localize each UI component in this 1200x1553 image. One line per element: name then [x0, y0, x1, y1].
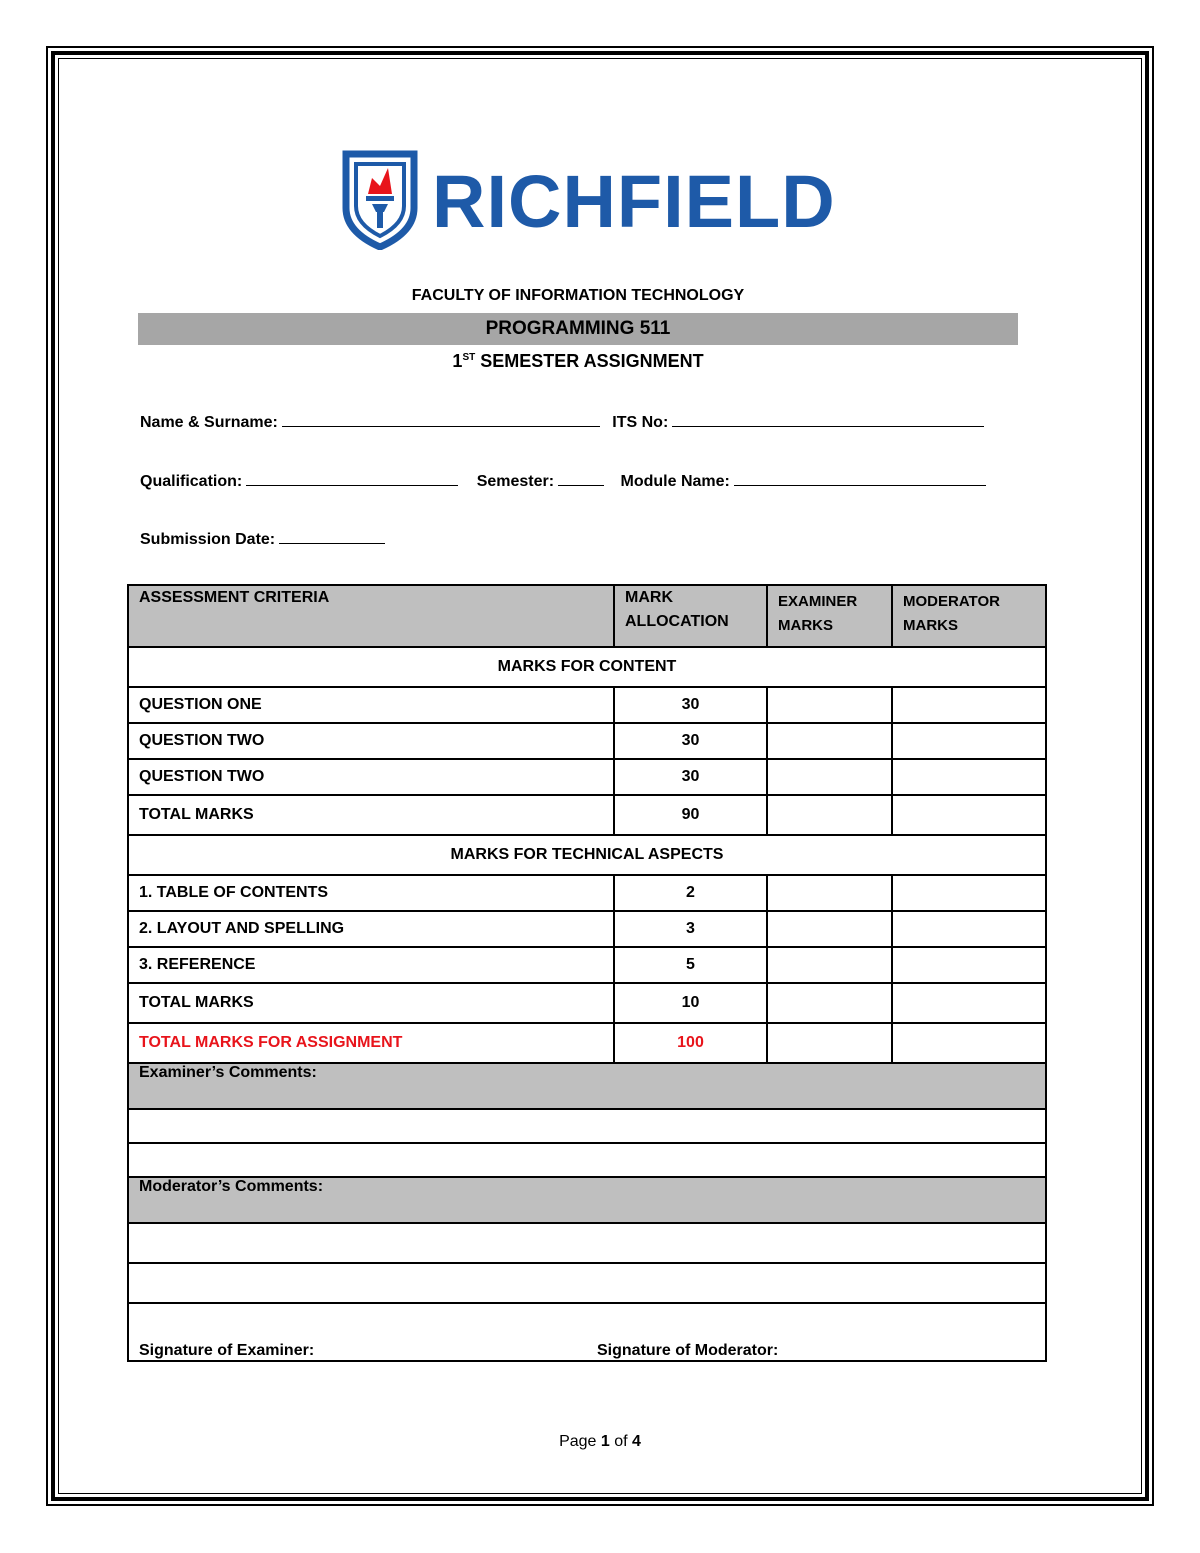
submission-date-label: Submission Date: [140, 531, 276, 548]
table-row [128, 723, 1046, 759]
moderator-mark-cell[interactable] [892, 1023, 1046, 1063]
total-mark-allocation: 10 [614, 983, 767, 1023]
moderator-comments-header [128, 1177, 1046, 1223]
table-row [128, 911, 1046, 947]
moderator-mark-cell[interactable] [892, 795, 1046, 835]
page-current: 1 [600, 1433, 610, 1450]
moderator-comment-line [128, 1263, 1046, 1303]
total-mark-allocation: 90 [614, 795, 767, 835]
criteria-label: QUESTION TWO [128, 759, 614, 795]
mark-allocation: 2 [614, 875, 767, 911]
module-name-label: Module Name: [620, 473, 730, 490]
signature-examiner-label: Signature of Examiner: [139, 1342, 315, 1359]
section-title-technical: MARKS FOR TECHNICAL ASPECTS [128, 835, 1046, 875]
examiner-comments-header [128, 1063, 1046, 1109]
mark-allocation: 30 [614, 687, 767, 723]
signature-cell[interactable] [128, 1303, 1046, 1361]
faculty-title: FACULTY OF INFORMATION TECHNOLOGY [411, 287, 745, 304]
qualification-field[interactable] [246, 484, 458, 486]
module-name-field[interactable] [734, 484, 986, 486]
semester-label: Semester: [476, 473, 555, 490]
section-row-technical [128, 835, 1046, 875]
logo-wordmark: RICHFIELD [432, 160, 836, 243]
criteria-label: 3. REFERENCE [128, 947, 614, 983]
its-no-label: ITS No: [612, 414, 669, 431]
semester-number: 1 [452, 351, 463, 371]
page-number [0, 1433, 1200, 1451]
moderator-comments-label: Moderator’s Comments: [128, 1177, 1046, 1223]
section-title-content: MARKS FOR CONTENT [128, 647, 1046, 687]
moderator-mark-cell[interactable] [892, 687, 1046, 723]
moderator-mark-cell[interactable] [892, 983, 1046, 1023]
name-surname-field[interactable] [282, 425, 600, 427]
examiner-comments-label: Examiner’s Comments: [128, 1063, 1046, 1109]
semester-suffix: ST [462, 352, 476, 363]
table-row [128, 687, 1046, 723]
table-row [128, 759, 1046, 795]
assessment-table [127, 584, 1047, 1362]
signature-moderator-label: Signature of Moderator: [597, 1342, 779, 1359]
page-label: Page [559, 1433, 601, 1450]
criteria-label: 2. LAYOUT AND SPELLING [128, 911, 614, 947]
table-row [128, 947, 1046, 983]
name-surname-label: Name & Surname: [140, 414, 278, 431]
table-header-row [128, 585, 1046, 647]
header-moderator-marks [892, 585, 1046, 647]
assignment-title-text: SEMESTER ASSIGNMENT [475, 351, 704, 371]
total-label: TOTAL MARKS [128, 795, 614, 835]
criteria-label: QUESTION TWO [128, 723, 614, 759]
examiner-mark-cell[interactable] [767, 687, 892, 723]
criteria-label: 1. TABLE OF CONTENTS [128, 875, 614, 911]
moderator-comment-field[interactable] [128, 1223, 1046, 1263]
signature-row [128, 1303, 1046, 1361]
table-row [128, 875, 1046, 911]
examiner-mark-cell[interactable] [767, 983, 892, 1023]
shield-torch-icon [342, 150, 418, 250]
header-moderator-line2: MARKS [903, 617, 958, 634]
mark-allocation: 30 [614, 759, 767, 795]
header-examiner-line2: MARKS [778, 617, 833, 634]
qualification-label: Qualification: [140, 473, 243, 490]
assignment-title [138, 351, 1018, 372]
module-title [138, 313, 1018, 345]
section-row-content [128, 647, 1046, 687]
moderator-mark-cell[interactable] [892, 875, 1046, 911]
moderator-mark-cell[interactable] [892, 759, 1046, 795]
page-total: 4 [632, 1433, 641, 1450]
moderator-mark-cell[interactable] [892, 947, 1046, 983]
field-row-name [140, 414, 984, 432]
moderator-mark-cell[interactable] [892, 911, 1046, 947]
total-row-technical [128, 983, 1046, 1023]
header-mark-allocation [614, 585, 767, 647]
field-row-submission [140, 531, 385, 549]
examiner-comment-line [128, 1143, 1046, 1177]
richfield-logo [342, 150, 836, 254]
assignment-total-marks: 100 [614, 1023, 767, 1063]
header-mark-allocation-line2: ALLOCATION [625, 613, 729, 630]
moderator-comment-field[interactable] [128, 1263, 1046, 1303]
submission-date-field[interactable] [279, 542, 385, 544]
header-mark-allocation-line1: MARK [625, 589, 673, 606]
mark-allocation: 3 [614, 911, 767, 947]
semester-field[interactable] [558, 484, 604, 486]
criteria-label: QUESTION ONE [128, 687, 614, 723]
assignment-total-label: TOTAL MARKS FOR ASSIGNMENT [128, 1023, 614, 1063]
examiner-mark-cell[interactable] [767, 947, 892, 983]
examiner-mark-cell[interactable] [767, 911, 892, 947]
mark-allocation: 5 [614, 947, 767, 983]
examiner-comment-field[interactable] [128, 1143, 1046, 1177]
examiner-mark-cell[interactable] [767, 723, 892, 759]
examiner-comment-line [128, 1109, 1046, 1143]
examiner-mark-cell[interactable] [767, 875, 892, 911]
examiner-mark-cell[interactable] [767, 1023, 892, 1063]
examiner-mark-cell[interactable] [767, 759, 892, 795]
mark-allocation: 30 [614, 723, 767, 759]
header-criteria: ASSESSMENT CRITERIA [128, 585, 614, 647]
header-moderator-line1: MODERATOR [903, 593, 1000, 610]
total-label: TOTAL MARKS [128, 983, 614, 1023]
field-row-qualification [140, 473, 986, 491]
moderator-comment-line [128, 1223, 1046, 1263]
moderator-mark-cell[interactable] [892, 723, 1046, 759]
header-examiner-line1: EXAMINER [778, 593, 858, 610]
header-examiner-marks [767, 585, 892, 647]
module-title-text: PROGRAMMING 511 [485, 318, 671, 339]
total-row-assignment [128, 1023, 1046, 1063]
page-of-label: of [609, 1433, 633, 1450]
examiner-comment-field[interactable] [128, 1109, 1046, 1143]
total-row-content [128, 795, 1046, 835]
its-no-field[interactable] [672, 425, 984, 427]
examiner-mark-cell[interactable] [767, 795, 892, 835]
